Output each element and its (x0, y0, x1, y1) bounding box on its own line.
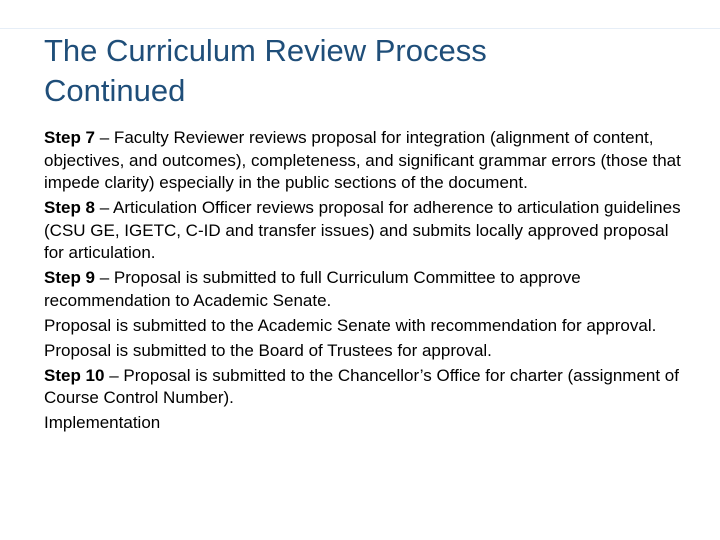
step-description: – Articulation Officer reviews proposal for adherence to articulation guidelines (CSU GE, IGETC, C-ID and transfer issues) and submits locally approved proposal for articulation. (44, 198, 681, 263)
slide-title (44, 31, 684, 111)
step-label: Step 9 (44, 268, 96, 288)
step-description: – Faculty Reviewer reviews proposal for integration (alignment of content, objectives, and outcomes), completeness, and significant grammar errors (those that impede clarity) especially in the public sections of the document. (44, 128, 681, 193)
step-description: – Proposal is submitted to full Curriculum Committee to approve recommendation to Academic Senate. (44, 268, 581, 310)
step-label: Step 10 (44, 365, 105, 385)
step-description: – Proposal is submitted to the Chancellor’s Office for charter (assignment of Course Control Number). (44, 365, 679, 408)
step-label: Step 8 (44, 198, 96, 218)
slide-top-band (0, 0, 720, 29)
process-step-8 (44, 197, 689, 265)
slide-title-line-1: The Curriculum Review Process (44, 33, 487, 68)
slide-body (44, 127, 689, 437)
process-step-9 (44, 267, 689, 312)
process-step-10 (44, 365, 689, 410)
slide-title-line-2: Continued (44, 73, 186, 108)
step-description: Proposal is submitted to the Academic Senate with recommendation for approval. (44, 315, 657, 335)
process-board-submission (44, 340, 689, 363)
step-label: Step 7 (44, 128, 96, 147)
process-step-7 (44, 127, 689, 195)
step-description: Implementation (44, 413, 161, 433)
step-description: Proposal is submitted to the Board of Trustees for approval. (44, 340, 492, 360)
process-implementation (44, 412, 689, 435)
process-senate-submission (44, 315, 689, 338)
